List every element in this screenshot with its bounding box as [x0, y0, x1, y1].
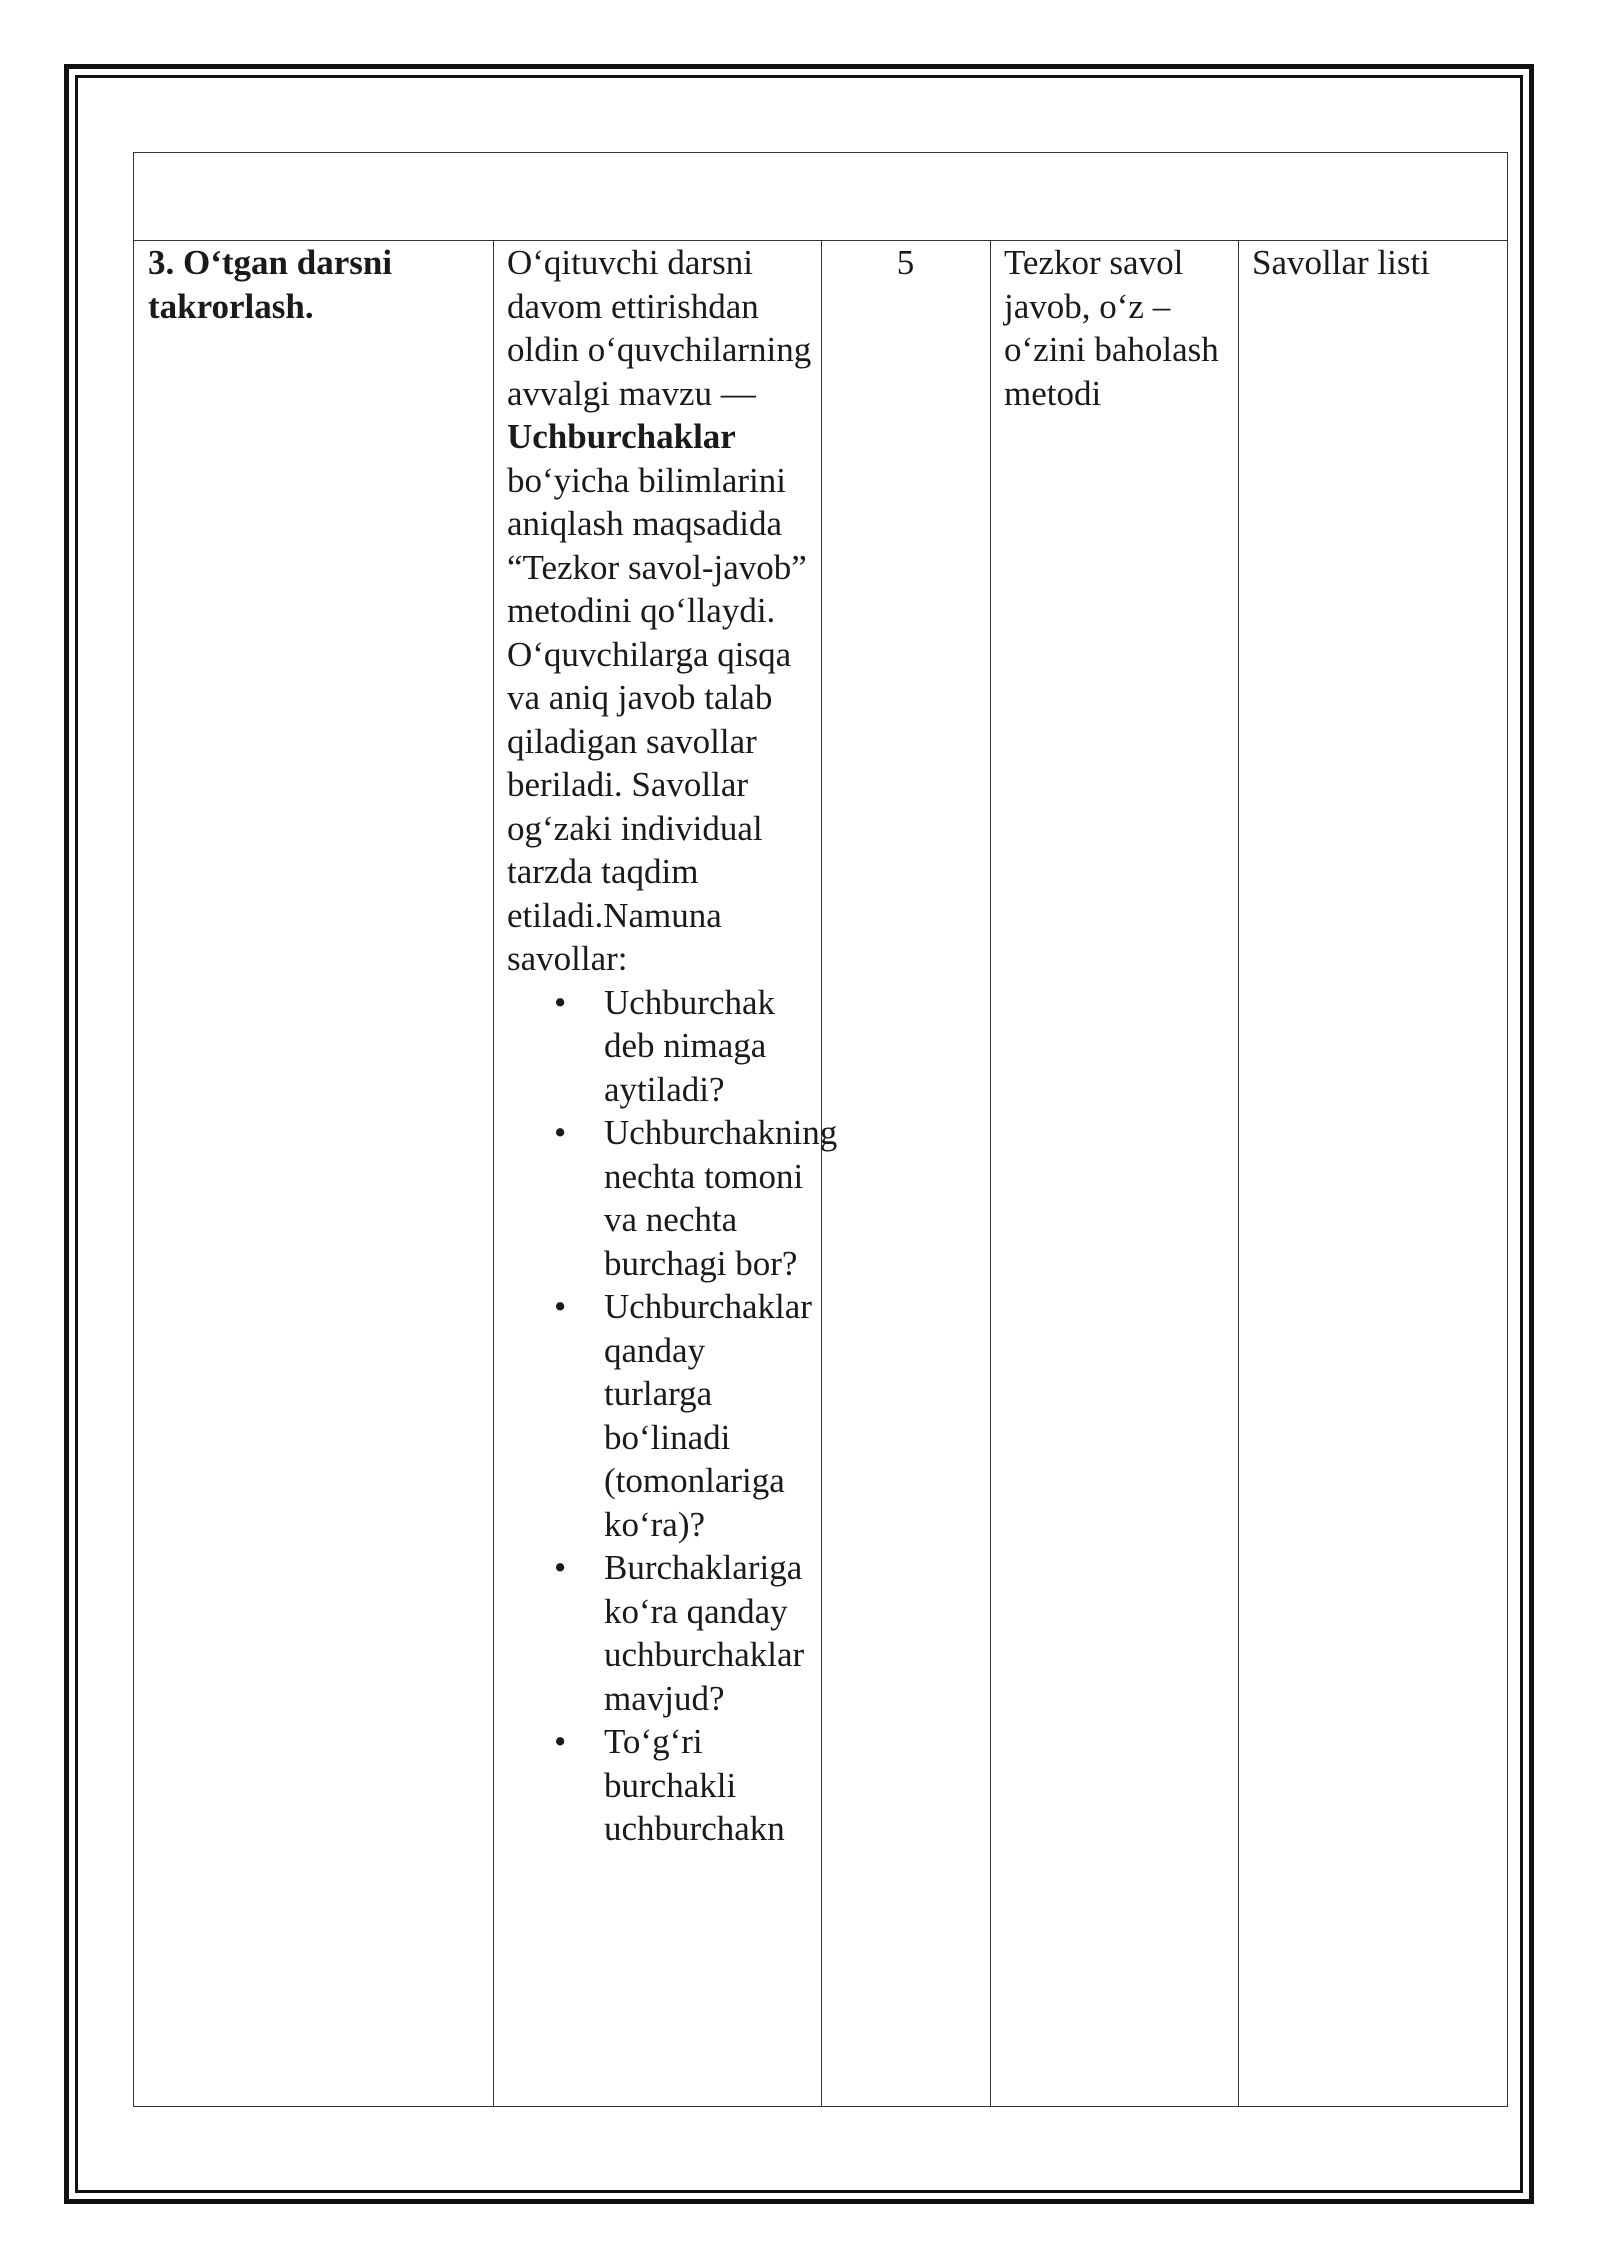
- activity-topic: Uchburchaklar: [507, 417, 736, 456]
- bullet-icon: •: [554, 1548, 567, 1587]
- activity-intro-continued: bo‘yicha bilimlarini aniqlash maqsadida “Tezkor savol-javob” metodini qo‘llaydi. O‘quvchilarga qisqa va aniq javob talab qiladigan savollar beriladi. Savollar og‘zaki individual tarzda taqdim etiladi.Namuna savollar:: [507, 460, 807, 978]
- bullet-icon: •: [554, 1287, 567, 1326]
- column-divider: [821, 241, 822, 2106]
- column-divider: [1238, 241, 1239, 2106]
- column-divider: [990, 241, 991, 2106]
- sample-questions-list: [507, 981, 838, 1851]
- time-cell: [821, 241, 990, 285]
- time-value: 5: [896, 243, 915, 282]
- activity-description: [507, 241, 813, 981]
- question-text: Uchburchak deb nimaga aytiladi?: [604, 982, 776, 1109]
- list-item: [507, 1111, 838, 1285]
- table-header-row: [134, 153, 1507, 241]
- question-text: Burchaklariga ko‘ra qanday uchburchaklar mavjud?: [604, 1548, 805, 1718]
- resources-text: Savollar listi: [1252, 243, 1430, 282]
- lesson-plan-table: [133, 152, 1508, 2107]
- list-item: [507, 1285, 813, 1546]
- stage-title: 3. O‘tgan darsni takrorlash.: [148, 243, 393, 326]
- method-cell: [990, 241, 1238, 415]
- list-item: [507, 1546, 813, 1720]
- list-item: [507, 981, 813, 1112]
- question-text: To‘g‘ri burchakli uchburchakn: [604, 1722, 785, 1848]
- activity-cell: [493, 241, 838, 1851]
- method-text: Tezkor savol javob, o‘z – o‘zini baholash metodi: [1004, 243, 1219, 413]
- question-text: Uchburchaklar qanday turlarga bo‘linadi (tomonlariga ko‘ra)?: [604, 1287, 812, 1544]
- question-text: Uchburchakning nechta tomoni va nechta burchagi bor?: [604, 1113, 838, 1283]
- bullet-icon: •: [554, 1722, 567, 1761]
- resources-cell: [1238, 241, 1508, 285]
- activity-intro: O‘qituvchi darsni davom ettirishdan oldin o‘quvchilarning avvalgi mavzu —: [507, 243, 812, 413]
- bullet-icon: •: [554, 1113, 567, 1152]
- stage-cell: [134, 241, 493, 328]
- bullet-icon: •: [554, 982, 567, 1022]
- list-item: [507, 1720, 813, 1851]
